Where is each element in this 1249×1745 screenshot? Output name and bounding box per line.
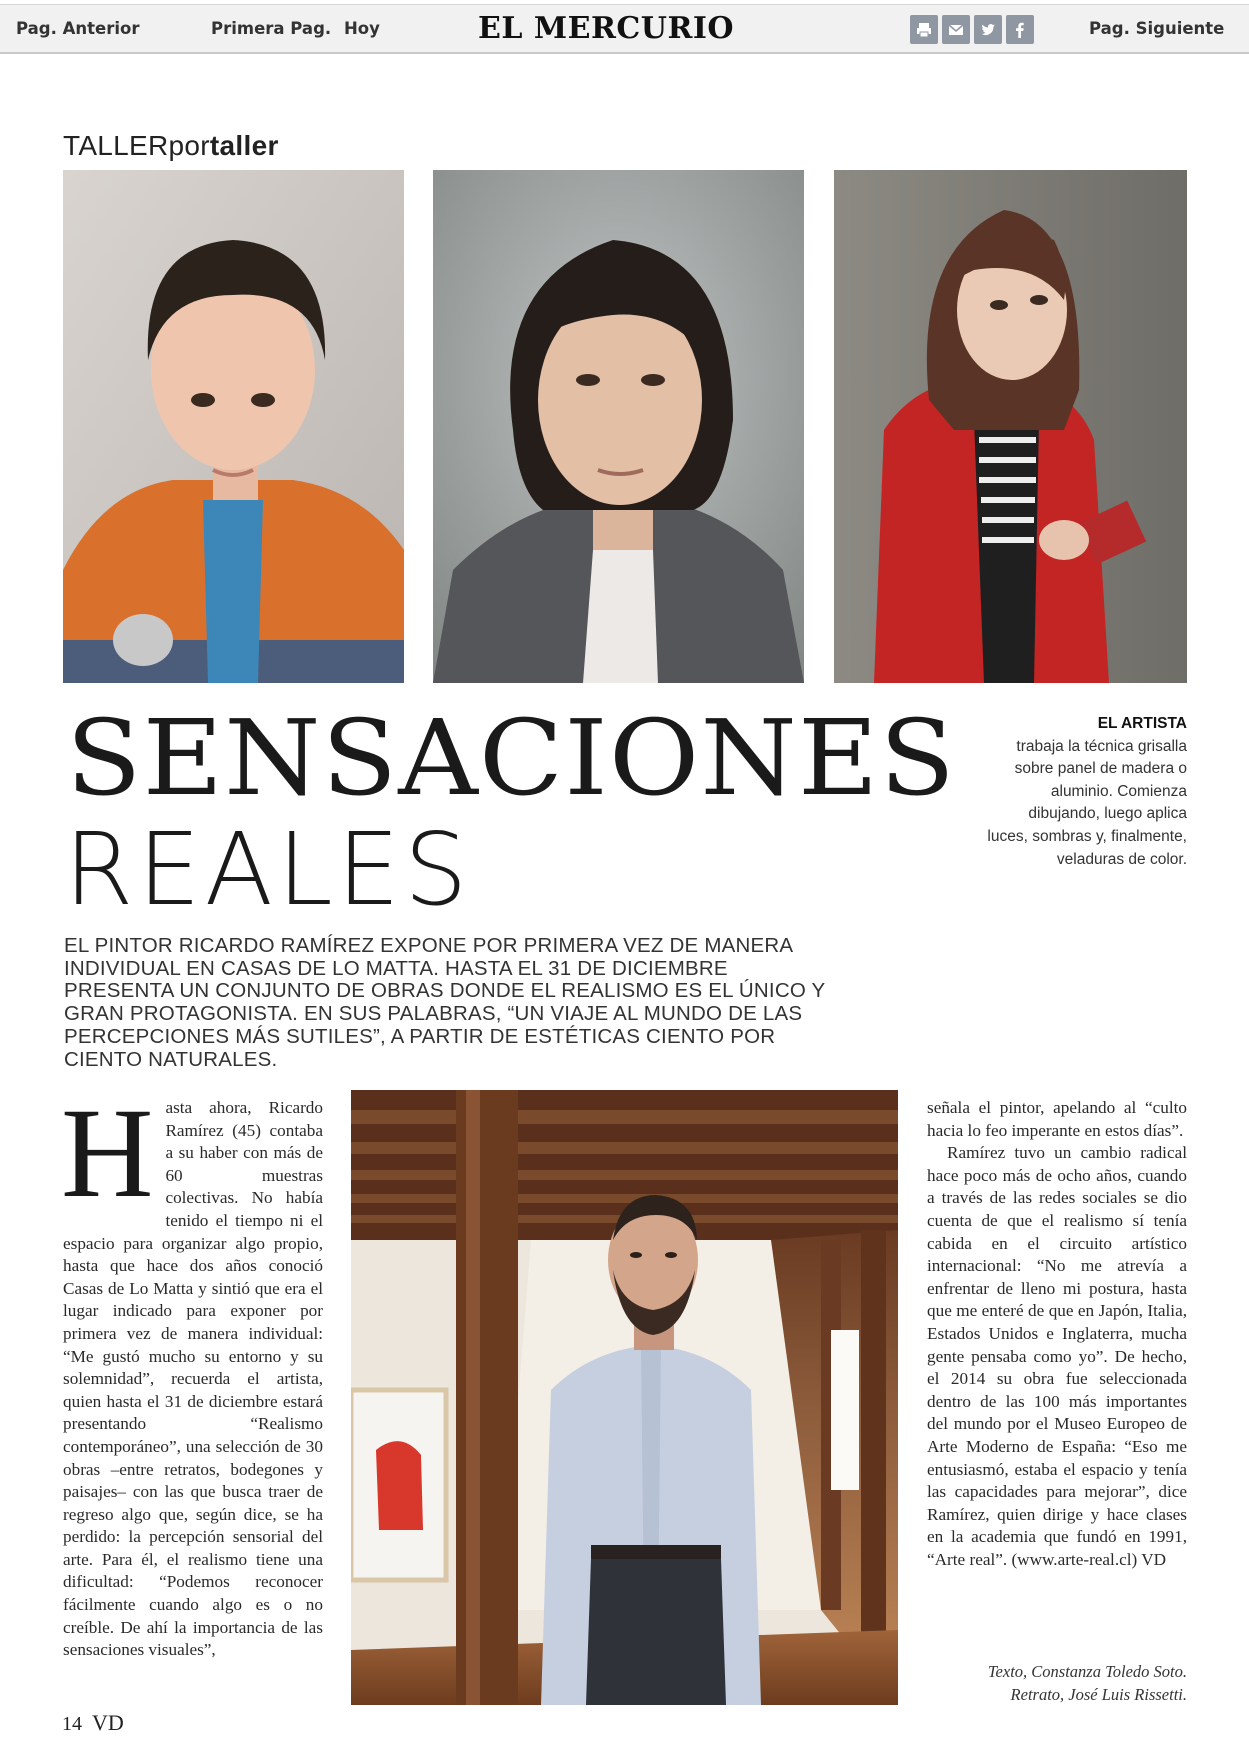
drop-cap: H: [61, 1082, 154, 1224]
portrait-woman-image: [433, 170, 804, 683]
sidenote-text: trabaja la técnica grisalla sobre panel de madera o aluminio. Comienza dibujando, luego aplica luces, sombras y, finalmente, veladuras de color.: [987, 737, 1187, 868]
artist-portrait-photo: [351, 1090, 898, 1705]
article-deck: EL PINTOR RICARDO RAMÍREZ EXPONE POR PRIMERA VEZ DE MANERA INDIVIDUAL EN CASAS DE LO MATTA. HASTA EL 31 DE DICIEMBRE PRESENTA UN CONJUNTO DE OBRAS DONDE EL REALISMO ES EL ÚNICO Y GRAN PROTAGONISTA. EN SUS PALABRAS, “UN VIAJE AL MUNDO DE LAS PERCEPCIONES MÁS SUTILES”, A PARTIR DE ESTÉTICAS CIENTO POR CIENTO NATURALES.: [64, 934, 826, 1071]
body-text-left: asta ahora, Ricardo Ramírez (45) contaba a su haber con más de 60 muestras colectivas. No había tenido el tiempo ni el espacio para organizar algo propio, hasta que hace dos años conoció Casas de Lo Matta y sintió que era el lugar indicado para exponer por primera vez de manera individual: “Me gustó mucho su entorno y su solemnidad”, recuerda el artista, quien hasta el 31 de diciembre estará presentando “Realismo contemporáneo”, una selección de 30 obras –entre retratos, bodegones y paisajes– con las que busca traer de regreso algo que, según dice, se ha perdido: la percepción sensorial del arte. Para él, el realismo tiene una dificultad: “Podemos reconocer fácilmente cuando algo es o no creíble. De ahí la importancia de las sensaciones visuales”,: [63, 1098, 323, 1660]
portrait-boy-image: [63, 170, 404, 683]
today-link[interactable]: Hoy: [344, 19, 380, 38]
credits: [927, 1661, 1187, 1707]
next-page-link[interactable]: Pag. Siguiente: [1089, 19, 1225, 38]
top-navigation-bar: [0, 4, 1249, 54]
section-tag: [63, 130, 279, 162]
page-folio: [62, 1710, 124, 1736]
section-tag-light: TALLERpor: [63, 130, 210, 161]
magazine-name: VD: [92, 1710, 124, 1735]
previous-page-link[interactable]: Pag. Anterior: [16, 19, 140, 38]
mail-icon[interactable]: [942, 15, 970, 44]
page-number: 14: [62, 1713, 82, 1735]
artist-sidenote: [987, 713, 1187, 871]
section-tag-bold: taller: [209, 130, 279, 161]
body-column-right: [927, 1097, 1187, 1571]
credit-photo: Retrato, José Luis Rissetti.: [1010, 1684, 1187, 1704]
credit-text: Texto, Constanza Toledo Soto.: [987, 1662, 1187, 1681]
body-text-right-p1: señala el pintor, apelando al “culto hacia lo feo imperante en estos días”.: [927, 1098, 1187, 1140]
body-column-left: [61, 1082, 323, 1662]
first-page-link[interactable]: Primera Pag.: [211, 19, 332, 38]
masthead-logo[interactable]: EL MERCURIO: [478, 11, 735, 46]
body-text-right-p2: Ramírez tuvo un cambio radical hace poco más de ocho años, cuando a través de las redes sociales se dio cuenta de que el realismo sí tenía cabida en el circuito artístico internacional: “No me atrevía a enfrentar de lleno mi postura, hasta que me enteré de que en Japón, Italia, Estados Unidos e Inglaterra, mucha gente pensaba como yo”. De hecho, el 2014 su obra fue seleccionada dentro de las 100 más importantes del mundo por el Museo Europeo de Arte Moderno de España: “Eso me entusiasmó, estaba el espacio y tenía las capacidades para mejorar”, dice Ramírez, quien dirige y hace clases en la academia que fundó en 1991, “Arte real”. (www.arte-real.cl) VD: [927, 1143, 1187, 1569]
headline-line-1: SENSACIONES: [66, 697, 956, 819]
print-icon[interactable]: [910, 15, 938, 44]
twitter-icon[interactable]: [974, 15, 1002, 44]
headline-line-2: REALES: [64, 811, 472, 928]
facebook-icon[interactable]: [1006, 15, 1034, 44]
portrait-girl-image: [834, 170, 1187, 683]
sidenote-title: EL ARTISTA: [1097, 715, 1187, 732]
